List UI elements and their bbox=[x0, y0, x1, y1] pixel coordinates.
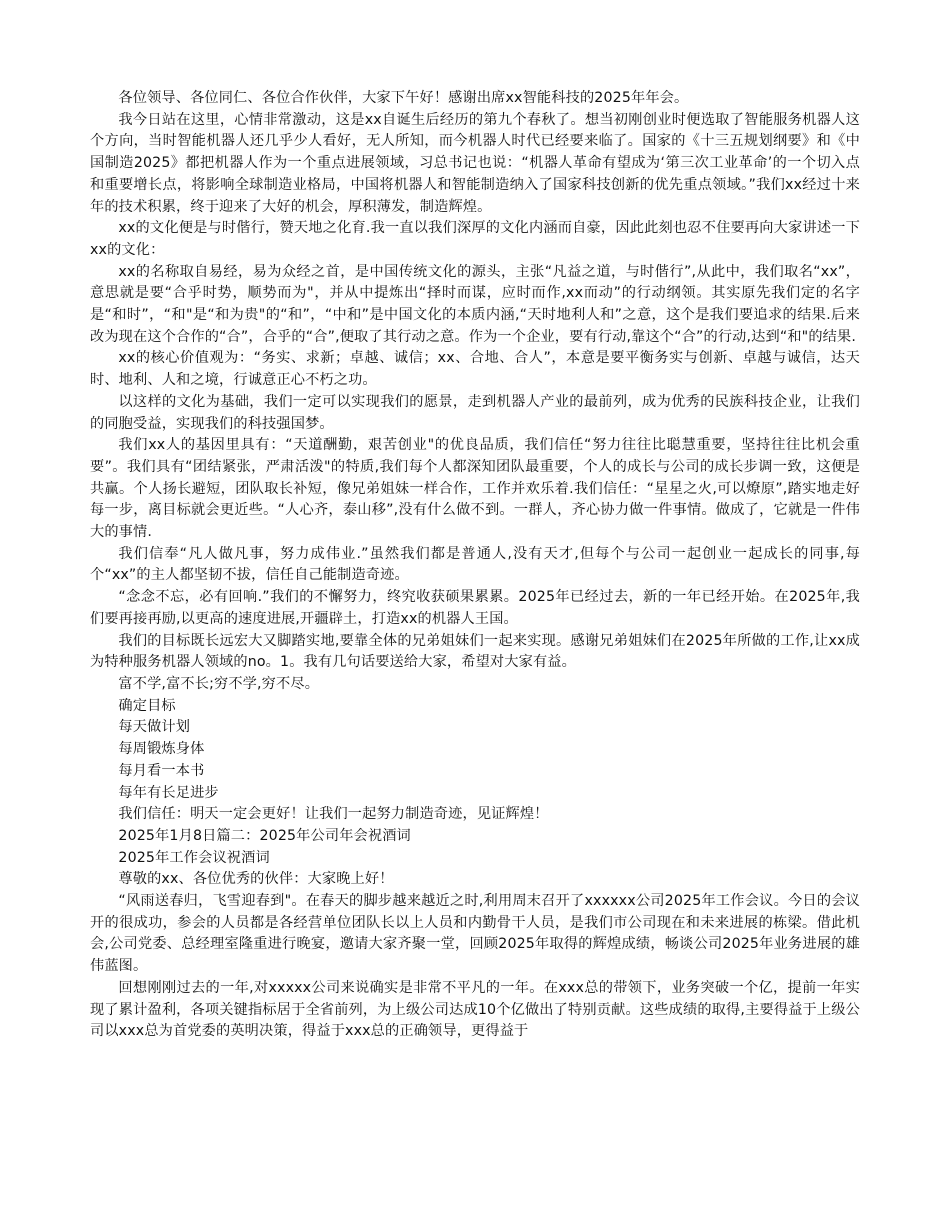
paragraph-meeting: “风雨送春归，飞雪迎春到"。在春天的脚步越来越近之时,利用周末召开了xxxxxx公司2025年工作会议。今日的会议开的很成功，参会的人员都是各经营单位团队长以上人员和内勤骨干人员，是我们市公司现在和未来进展的栋梁。借此机会,公司党委、总经理室隆重进行晚宴，邀请大家齐聚一堂，回顾2025年取得的辉煌成绩，畅谈公司2025年业务进展的雄伟蓝图。 bbox=[90, 893, 860, 975]
list-item: 每周锻炼身体 bbox=[118, 741, 205, 758]
paragraph-core-values: xx的核心价值观为：“务实、求新；卓越、诚信；xx、合地、合人”，本意是要平衡务实与创新、卓越与诚信，达天时、地利、人和之境，行诚意正心不朽之功。 bbox=[90, 350, 860, 389]
document-body bbox=[90, 88, 860, 1043]
paragraph-culture-intro: xx的文化便是与时偕行，赞天地之化育.我一直以我们深厚的文化内涵而自豪，因此此刻也忍不住要再向大家讲述一下xx的文化： bbox=[90, 220, 860, 258]
list-item: 每月看一本书 bbox=[118, 762, 205, 779]
paragraph-name-origin: xx的名称取自易经，易为众经之首，是中国传统文化的源头，主张“凡益之道，与时偕行”,从此中，我们取名“xx”，意思就是要“合乎时势，顺势而为"，并从中提炼出“择时而谋，应时而作,xx而动”的行动纲领。其实原先我们定的名字是“和时”，“和"是“和为贵"的“和”，“中和”是中国文化的本质内涵,“天时地利人和”之意，这个是我们要追求的结果.后来改为现在这个合作的“合”，合乎的“合”,便取了其行动之意。作为一个企业，要有行动,靠这个“合”的行动,达到“和"的结果. bbox=[90, 263, 860, 345]
paragraph-opening: 我今日站在这里，心情非常激动，这是xx自诞生后经历的第九个春秋了。想当初刚创业时便选取了智能服务机器人这个方向，当时智能机器人还几乎少人看好，无人所知，而今机器人时代已经要来临了。国家的《十三五规划纲要》和《中国制造2025》都把机器人作为一个重点进展领域，习总书记也说：“机器人革命有望成为‘第三次工业革命’的一个切入点和重要增长点，将影响全球制造业格局，中国将机器人和智能制造纳入了国家科技创新的优先重点领域。”我们xx经过十来年的技术积累，终于迎来了大好的机会，厚积薄发，制造辉煌。 bbox=[90, 111, 860, 215]
paragraph-closing: 我们信任：明天一定会更好！让我们一起努力制造奇迹，见证辉煌！ bbox=[118, 806, 549, 823]
paragraph-greeting: 各位领导、各位同仁、各位合作伙伴，大家下午好！感谢出席xx智能科技的2025年年会。 bbox=[118, 90, 689, 106]
list-item: 确定目标 bbox=[118, 697, 176, 714]
paragraph-belief: 我们信奉“凡人做凡事，努力成伟业.”虽然我们都是普通人,没有天才,但每个与公司一起创业一起成长的同事,每个“xx”的主人都坚韧不拔，信任自己能制造奇迹。 bbox=[90, 545, 860, 584]
paragraph-achievements: “念念不忘，必有回响.”我们的不懈努力，终究收获硕果累累。2025年已经过去，新的一年已经开始。在2025年,我们要再接再励,以更高的速度进展,开疆辟土，打造xx的机器人王国。 bbox=[90, 589, 860, 627]
paragraph-date-heading: 2025年1月8日篇二：2025年公司年会祝酒词 bbox=[118, 827, 411, 844]
paragraph-section-title: 2025年工作会议祝酒词 bbox=[118, 849, 270, 866]
paragraph-review: 回想刚刚过去的一年,对xxxxx公司来说确实是非常不平凡的一年。在xxx总的带领下，业务突破一个亿，提前一年实现了累计盈利，各项关键指标居于全省前列，为上级公司达成10个亿做出了特别贡献。这些成绩的取得,主要得益于上级公司以xxx总为首党委的英明决策，得益于xxx总的正确领导，更得益于 bbox=[90, 979, 860, 1040]
paragraph-salutation: 尊敬的xx、各位优秀的伙伴：大家晚上好！ bbox=[118, 871, 394, 888]
list-item: 每天做计划 bbox=[118, 719, 191, 736]
paragraph-vision: 以这样的文化为基础，我们一定可以实现我们的愿景，走到机器人产业的最前列，成为优秀的民族科技企业，让我们的同胞受益，实现我们的科技强国梦。 bbox=[90, 393, 860, 432]
paragraph-motto: 富不学,富不长;穷不学,穷不尽。 bbox=[118, 675, 320, 692]
list-item: 每年有长足进步 bbox=[118, 784, 219, 801]
paragraph-team-genes: 我们xx人的基因里具有：“天道酬勤，艰苦创业"的优良品质，我们信任“努力往往比聪慧重要，坚持往往比机会重要”。我们具有“团结紧张，严肃活泼"的特质,我们每个人都深知团队最重要，个人的成长与公司的成长步调一致，这便是共赢。个人扬长避短，团队取长补短，像兄弟姐妹一样合作，工作并欢乐着.我们信任：“星星之火,可以燎原”,踏实地走好每一步，离目标就会更近些。“人心齐，泰山移”,没有什么做不到。一群人，齐心协力做一件事情。做成了，它就是一件伟大的事情. bbox=[90, 437, 860, 541]
paragraph-goals: 我们的目标既长远宏大又脚踏实地,要靠全体的兄弟姐妹们一起来实现。感谢兄弟姐妹们在2025年所做的工作,让xx成为特种服务机器人领域的no。1。我有几句话要送给大家，希望对大家有益。 bbox=[90, 632, 860, 671]
